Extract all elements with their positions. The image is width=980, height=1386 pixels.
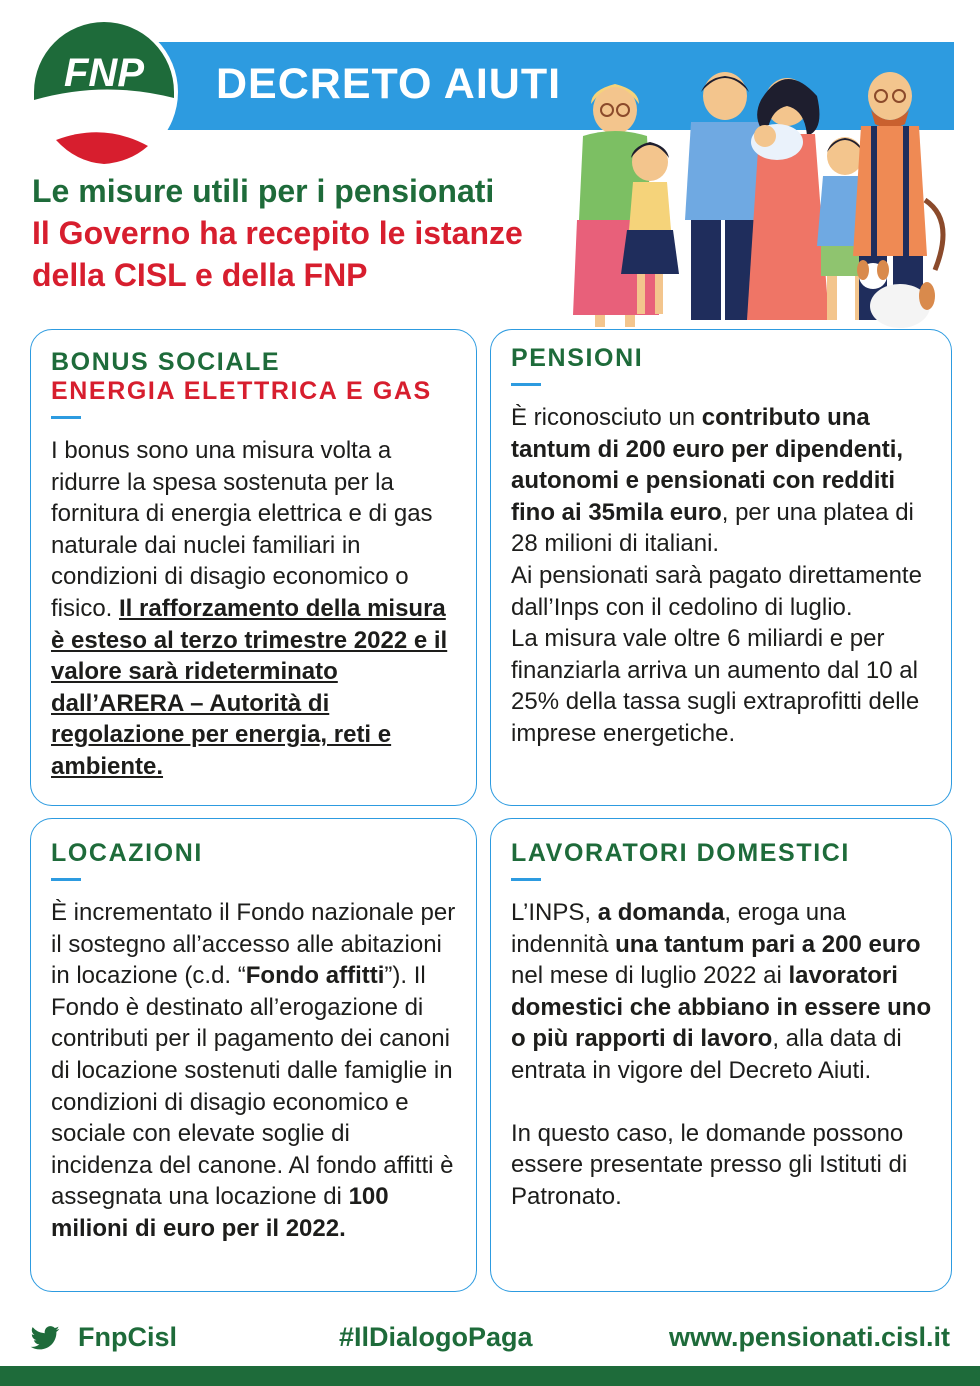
text-bold: una tantum pari a 200 euro bbox=[615, 930, 921, 958]
text-bold: lavoratori domestici che abbiano in essere uno o più rapporti di lavoro bbox=[511, 962, 932, 1053]
text-run: , per una platea di 28 milioni di italiani. bbox=[511, 498, 914, 558]
accent-line bbox=[511, 878, 541, 881]
body-emphasis: Il rafforzamento della misura è esteso al terzo trimestre 2022 e il valore sarà rideterminato dall’ARERA – Autorità di regolazione per energia, reti e ambiente. bbox=[51, 594, 448, 780]
card-title bbox=[51, 348, 456, 406]
twitter-handle: FnpCisl bbox=[78, 1322, 177, 1352]
card-body bbox=[51, 435, 456, 783]
text-bold: Fondo affitti bbox=[245, 962, 385, 990]
headline bbox=[32, 170, 592, 296]
card-locazioni bbox=[30, 818, 477, 1292]
text-bold: contributo una tantum di 200 euro per dipendenti, autonomi e pensionati con redditi fino ai 35mila euro bbox=[511, 404, 904, 526]
text-run: L’INPS, bbox=[511, 899, 598, 926]
accent-line bbox=[51, 416, 81, 419]
footer-hashtag[interactable]: #IlDialogoPaga bbox=[339, 1322, 533, 1352]
text-run: È riconosciuto un bbox=[511, 404, 702, 431]
card-title: LAVORATORI DOMESTICI bbox=[511, 839, 850, 867]
paragraph-2: In questo caso, le domande possono essere presentate presso gli Istituti di Patronato. bbox=[511, 1119, 908, 1210]
card-bonus-sociale bbox=[30, 329, 477, 806]
footer-website-link[interactable]: www.pensionati.cisl.it bbox=[668, 1322, 950, 1352]
text-run: nel mese di luglio 2022 ai bbox=[511, 962, 789, 990]
card-title: LOCAZIONI bbox=[51, 839, 203, 867]
paragraph-1 bbox=[511, 897, 933, 1087]
headline-line-2: Il Governo ha recepito le istanze bbox=[32, 215, 523, 251]
logo-text: FNP bbox=[64, 51, 144, 95]
text-run: ”). Il Fondo è destinato all’erogazione di contributi per il pagamento dei canoni di locazione sostenuti dalle famiglie in condizioni di disagio economico e sociale con elevate soglie di incidenza del canone. Al fondo affitti è assegnata una locazione di bbox=[51, 962, 454, 1211]
card-pensioni bbox=[490, 329, 952, 806]
card-title: PENSIONI bbox=[511, 344, 644, 372]
paragraph-1 bbox=[511, 402, 933, 560]
text-run: , alla data di entrata in vigore del Decreto Aiuti. bbox=[511, 1025, 902, 1084]
paragraph-3: La misura vale oltre 6 miliardi e per finanziarla arriva un aumento dal 10 al 25% della tassa sugli extraprofitti delle imprese energetiche. bbox=[511, 625, 920, 747]
footer-twitter[interactable] bbox=[30, 1322, 177, 1353]
fnp-logo bbox=[26, 18, 182, 166]
text-bold: a domanda bbox=[597, 899, 725, 926]
paragraph-2: Ai pensionati sarà pagato direttamente dall’Inps con il cedolino di luglio. bbox=[511, 561, 922, 621]
headline-line-1: Le misure utili per i pensionati bbox=[32, 173, 495, 209]
family-illustration bbox=[555, 70, 955, 332]
card-body bbox=[511, 897, 933, 1212]
card-body bbox=[511, 402, 933, 750]
bottom-bar bbox=[0, 1366, 980, 1386]
text-bold: 100 milioni di euro per il 2022. bbox=[51, 1183, 389, 1242]
card-subtitle: ENERGIA ELETTRICA E GAS bbox=[51, 377, 432, 405]
body-text: I bonus sono una misura volta a ridurre la spesa sostenuta per la fornitura di energia elettrica e di gas naturale dai nuclei familiari in condizioni di disagio economico o fisico. bbox=[51, 437, 433, 622]
text-run: È incrementato il Fondo nazionale per il sostegno all’accesso alle abitazioni in locazione (c.d. “ bbox=[51, 899, 456, 990]
headline-line-3: della CISL e della FNP bbox=[32, 257, 368, 293]
text-run: , eroga una indennità bbox=[511, 899, 846, 958]
card-lavoratori-domestici bbox=[490, 818, 952, 1292]
accent-line bbox=[51, 878, 81, 881]
page-title: DECRETO AIUTI bbox=[216, 60, 562, 108]
card-body bbox=[51, 897, 456, 1245]
paragraph-gap bbox=[511, 1087, 933, 1118]
card-title-main: BONUS SOCIALE bbox=[51, 348, 281, 376]
accent-line bbox=[511, 383, 541, 386]
twitter-bird-icon bbox=[30, 1326, 60, 1350]
